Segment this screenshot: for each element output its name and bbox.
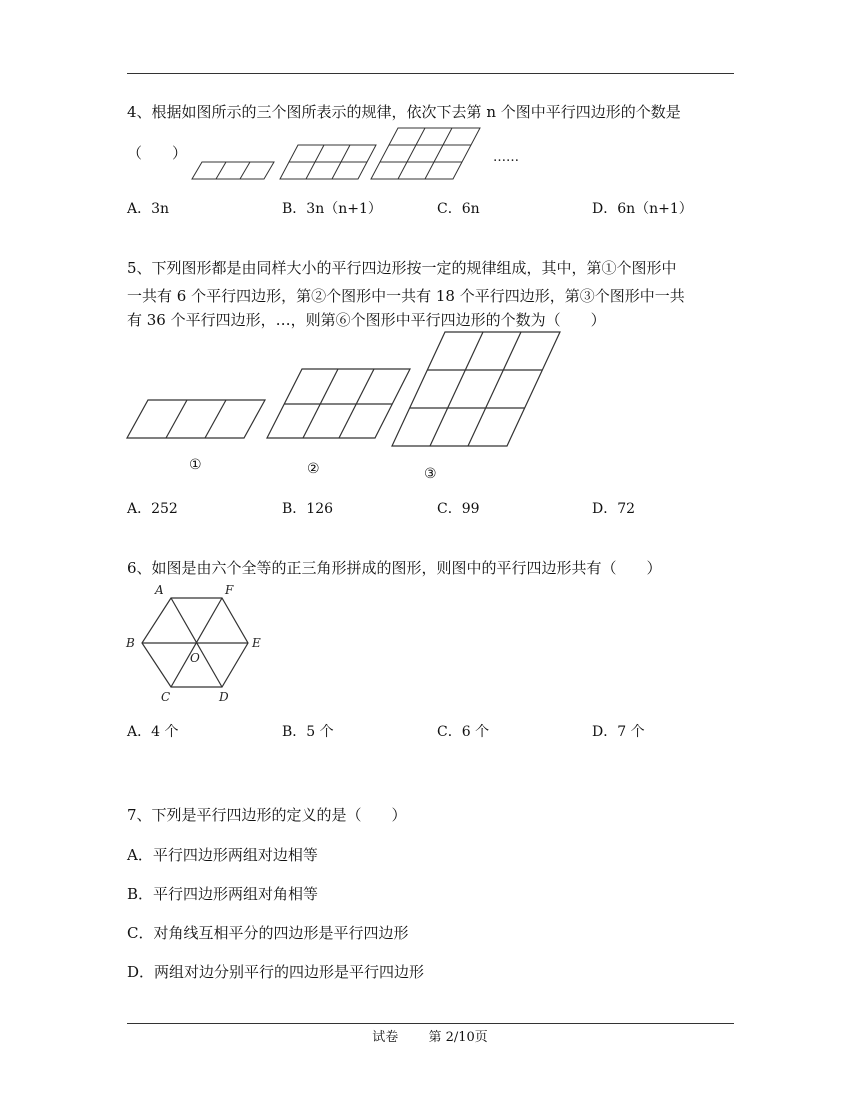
q5-text-line3: 有 36 个平行四边形，…，则第⑥个图形中平行四边形的个数为（ ） [127,311,606,329]
q7-option-b[interactable]: B．平行四边形两组对角相等 [127,885,319,903]
q6-option-a[interactable]: A．4 个 [127,724,179,740]
q4-ellipsis: …… [493,150,519,165]
q4-option-b[interactable]: B．3n（n+1） [282,201,382,217]
footer-label: 试卷 [372,1030,399,1045]
q4-option-c[interactable]: C．6n [437,201,480,217]
q4-option-a[interactable]: A．3n [127,201,170,217]
q6-point-label-f: F [225,583,234,597]
q5-option-b[interactable]: B．126 [282,501,334,517]
q7-text-line1: 7、下列是平行四边形的定义的是（ ） [127,806,407,824]
q5-text-line2: 一共有 6 个平行四边形，第②个图形中一共有 18 个平行四边形，第③个图形中一共 [127,287,685,305]
q7-option-d[interactable]: D．两组对边分别平行的四边形是平行四边形 [127,963,425,981]
page-footer [0,1026,860,1045]
q7-option-c[interactable]: C．对角线互相平分的四边形是平行四边形 [127,924,409,942]
q6-point-label-c: C [161,690,171,704]
q7-option-a[interactable]: A．平行四边形两组对边相等 [127,846,318,864]
q4-text-line2: （ ） [127,144,188,162]
page-number: 第 2/10页 [428,1030,488,1045]
q4-option-d[interactable]: D．6n（n+1） [592,201,693,217]
q6-point-label-a: A [155,583,164,597]
footer-rule [127,1023,734,1024]
q5-option-d[interactable]: D．72 [592,501,636,517]
q6-option-c[interactable]: C．6 个 [437,724,490,740]
q6-point-label-d: D [219,690,229,704]
q6-point-label-o: O [190,651,200,665]
q4-text-line1: 4、根据如图所示的三个图所表示的规律，依次下去第 n 个图中平行四边形的个数是 [127,103,681,121]
q5-figure-label-1: ① [189,457,202,473]
q5-figure-label-2: ② [307,461,320,477]
q6-text-line1: 6、如图是由六个全等的正三角形拼成的图形，则图中的平行四边形共有（ ） [127,559,662,577]
q6-option-d[interactable]: D．7 个 [592,724,645,740]
q5-option-c[interactable]: C．99 [437,501,480,517]
q6-point-label-b: B [126,636,135,650]
q5-option-a[interactable]: A．252 [127,501,178,517]
q5-figure-label-3: ③ [424,466,437,482]
q5-text-line1: 5、下列图形都是由同样大小的平行四边形按一定的规律组成，其中，第①个图形中 [127,259,677,277]
q6-point-label-e: E [252,636,261,650]
q6-option-b[interactable]: B．5 个 [282,724,334,740]
